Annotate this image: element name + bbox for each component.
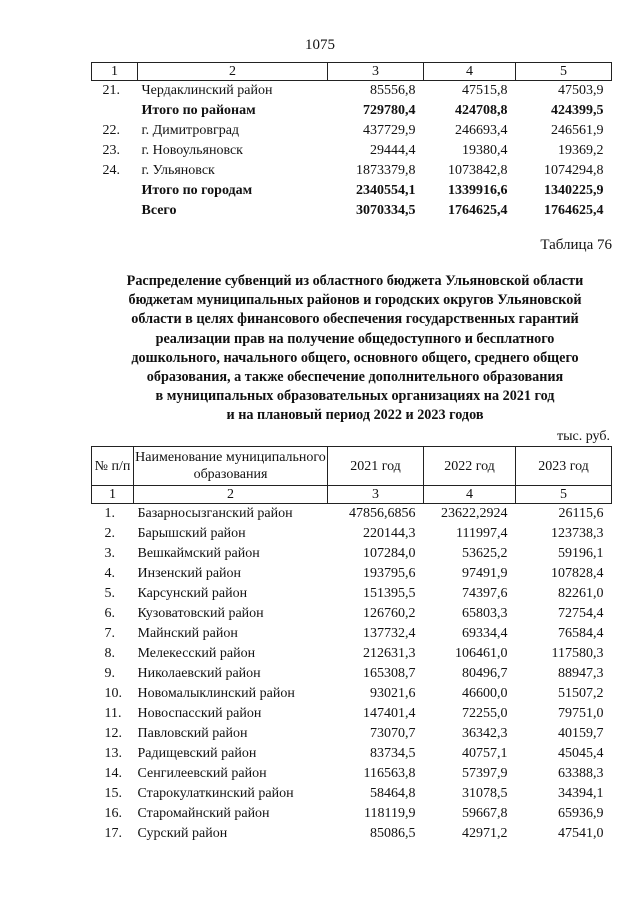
value-2021: 437729,9 [363,123,416,138]
value-2021: 29444,4 [370,143,416,158]
table-row [92,784,612,804]
row-number: 12. [104,726,122,741]
column-number: 1 [92,486,134,504]
header-2021: 2021 год [328,447,424,486]
value-2022: 36342,3 [462,726,508,741]
value-2021: 73070,7 [370,726,416,741]
table-row [92,81,612,102]
value-2021: 85556,8 [370,83,416,98]
value-2023: 1764625,4 [544,203,604,218]
row-number: 7. [104,626,115,641]
row-number [92,181,138,201]
value-2021: 126760,2 [363,606,416,621]
value-2023: 65936,9 [558,806,604,821]
value-2023: 63388,3 [558,766,604,781]
table-row [92,101,612,121]
row-name: Итого по районам [141,103,256,118]
value-2021: 729780,4 [363,103,416,118]
column-number-row [92,486,612,504]
table-row [92,704,612,724]
value-2022: 1764625,4 [448,203,508,218]
value-2021: 107284,0 [363,546,416,561]
column-number: 3 [328,486,424,504]
table-row [92,824,612,844]
value-2022: 40757,1 [462,746,508,761]
row-name: Майнский район [137,626,238,641]
row-number: 5. [104,586,115,601]
table-row [92,624,612,644]
value-2021: 58464,8 [370,786,416,801]
value-2022: 111997,4 [456,526,508,541]
row-name: Карсунский район [137,586,248,601]
units-label: тыс. руб. [557,429,610,444]
table-row [92,724,612,744]
table-label: Таблица 76 [540,237,612,253]
row-name: Базарносызганский район [137,506,293,521]
row-name: Сенгилеевский район [137,766,267,781]
row-number: 4. [104,566,115,581]
row-name: Радищевский район [137,746,257,761]
header-2023: 2023 год [516,447,612,486]
row-number: 14. [104,766,122,781]
row-name: Барышский район [137,526,246,541]
table-row [92,744,612,764]
value-2023: 88947,3 [558,666,604,681]
page-number: 1075 [305,37,335,53]
value-2021: 137732,4 [363,626,416,641]
header-row [92,447,612,486]
column-number: 3 [328,63,424,81]
row-name: Новомалыклинский район [137,686,295,701]
value-2023: 72754,4 [558,606,604,621]
header-name: Наименование муниципального образования [134,447,328,486]
row-name: Старокулаткинский район [137,786,294,801]
row-name: Всего [141,203,177,218]
value-2023: 26115,6 [558,506,604,521]
table-row [92,764,612,784]
value-2022: 72255,0 [462,706,508,721]
table-row [92,161,612,181]
value-2023: 40159,7 [558,726,604,741]
value-2022: 57397,9 [462,766,508,781]
row-number: 10. [104,686,122,701]
row-number: 21. [102,83,120,98]
table-row [92,524,612,544]
value-2023: 424399,5 [551,103,604,118]
column-number: 5 [516,63,612,81]
value-2021: 212631,3 [363,646,416,661]
value-2023: 51507,2 [558,686,604,701]
row-number: 13. [104,746,122,761]
row-number: 11. [104,706,122,721]
row-name: Павловский район [137,726,248,741]
row-number: 24. [102,163,120,178]
value-2023: 123738,3 [551,526,604,541]
column-number: 2 [138,63,328,81]
row-name: г. Новоульяновск [141,143,243,158]
value-2023: 34394,1 [558,786,604,801]
row-number: 22. [102,123,120,138]
subventions-table [91,446,612,844]
value-2022: 19380,4 [462,143,508,158]
row-name: Кузоватовский район [137,606,264,621]
value-2023: 117580,3 [551,646,604,661]
table-row [92,664,612,684]
title-line: в муниципальных образовательных организациях на 2021 год [155,388,555,405]
row-number: 23. [102,143,120,158]
value-2023: 82261,0 [558,586,604,601]
title-line: образования, а также обеспечение дополнительного образования [146,369,564,386]
value-2022: 65803,3 [462,606,508,621]
value-2021: 193795,6 [363,566,416,581]
value-2022: 1339916,6 [448,183,508,198]
row-name: Николаевский район [137,666,261,681]
column-number: 1 [92,63,138,81]
value-2021: 220144,3 [363,526,416,541]
value-2022: 42971,2 [462,826,508,841]
value-2022: 424708,8 [455,103,508,118]
row-name: Мелекесский район [137,646,256,661]
column-number-row [92,63,612,81]
value-2022: 106461,0 [455,646,508,661]
table-title [95,272,615,426]
value-2022: 80496,7 [462,666,508,681]
row-number: 15. [104,786,122,801]
row-name: г. Ульяновск [141,163,215,178]
value-2022: 31078,5 [462,786,508,801]
row-number: 9. [104,666,115,681]
table-row [92,584,612,604]
value-2023: 107828,4 [551,566,604,581]
value-2022: 69334,4 [462,626,508,641]
header-2022: 2022 год [424,447,516,486]
title-line: реализации прав на получение общедоступного и бесплатного [155,330,555,347]
value-2023: 59196,1 [558,546,604,561]
row-number: 2. [104,526,115,541]
title-line: Распределение субвенций из областного бюджета Ульяновской области [126,273,584,289]
row-name: Новоспасский район [137,706,262,721]
title-line: и на плановый период 2022 и 2023 годов [226,407,484,424]
column-number: 4 [424,63,516,81]
value-2021: 1873379,8 [356,163,416,178]
value-2022: 53625,2 [462,546,508,561]
row-number: 17. [104,826,122,841]
table-row [92,544,612,564]
table-row [92,121,612,141]
table-row [92,804,612,824]
title-line: области в целях финансового обеспечения государственных гарантий [131,311,579,328]
row-name: г. Димитровград [141,123,240,138]
row-name: Вешкаймский район [137,546,260,561]
row-number [92,201,138,221]
value-2021: 83734,5 [370,746,416,761]
row-number: 1. [104,506,115,521]
row-number: 6. [104,606,115,621]
column-number: 4 [424,486,516,504]
row-name: Инзенский район [137,566,242,581]
column-number: 2 [134,486,328,504]
row-number: 3. [104,546,115,561]
continued-table [91,62,612,221]
value-2021: 47856,6856 [349,506,416,521]
value-2023: 47541,0 [558,826,604,841]
table-row [92,181,612,201]
value-2022: 246693,4 [455,123,508,138]
value-2021: 85086,5 [370,826,416,841]
value-2023: 76584,4 [558,626,604,641]
table-row [92,644,612,664]
column-number: 5 [516,486,612,504]
value-2022: 97491,9 [462,566,508,581]
value-2022: 59667,8 [462,806,508,821]
value-2021: 147401,4 [363,706,416,721]
value-2021: 2340554,1 [356,183,416,198]
value-2023: 1340225,9 [544,183,604,198]
value-2021: 93021,6 [370,686,416,701]
value-2022: 47515,8 [462,83,508,98]
value-2023: 45045,4 [558,746,604,761]
row-number [92,101,138,121]
value-2021: 3070334,5 [356,203,416,218]
value-2022: 46600,0 [462,686,508,701]
value-2023: 1074294,8 [544,163,604,178]
table-row [92,684,612,704]
row-name: Итого по городам [141,183,253,198]
value-2022: 74397,6 [462,586,508,601]
value-2021: 118119,9 [364,806,416,821]
table-row [92,504,612,525]
value-2023: 47503,9 [558,83,604,98]
table-row [92,141,612,161]
value-2021: 116563,8 [363,766,416,781]
value-2022: 23622,2924 [441,506,508,521]
table-row [92,564,612,584]
row-name: Сурский район [137,826,228,841]
row-name: Чердаклинский район [141,83,273,98]
title-line: дошкольного, начального общего, основного общего, среднего общего [131,349,579,366]
row-number: 16. [104,806,122,821]
table-row [92,201,612,221]
row-number: 8. [104,646,115,661]
value-2023: 79751,0 [558,706,604,721]
value-2021: 151395,5 [363,586,416,601]
table-row [92,604,612,624]
value-2023: 246561,9 [551,123,604,138]
value-2022: 1073842,8 [448,163,508,178]
title-line: бюджетам муниципальных районов и городских округов Ульяновской [128,292,582,309]
header-num: № п/п [92,447,134,486]
row-name: Старомайнский район [137,806,270,821]
value-2023: 19369,2 [558,143,604,158]
value-2021: 165308,7 [363,666,416,681]
